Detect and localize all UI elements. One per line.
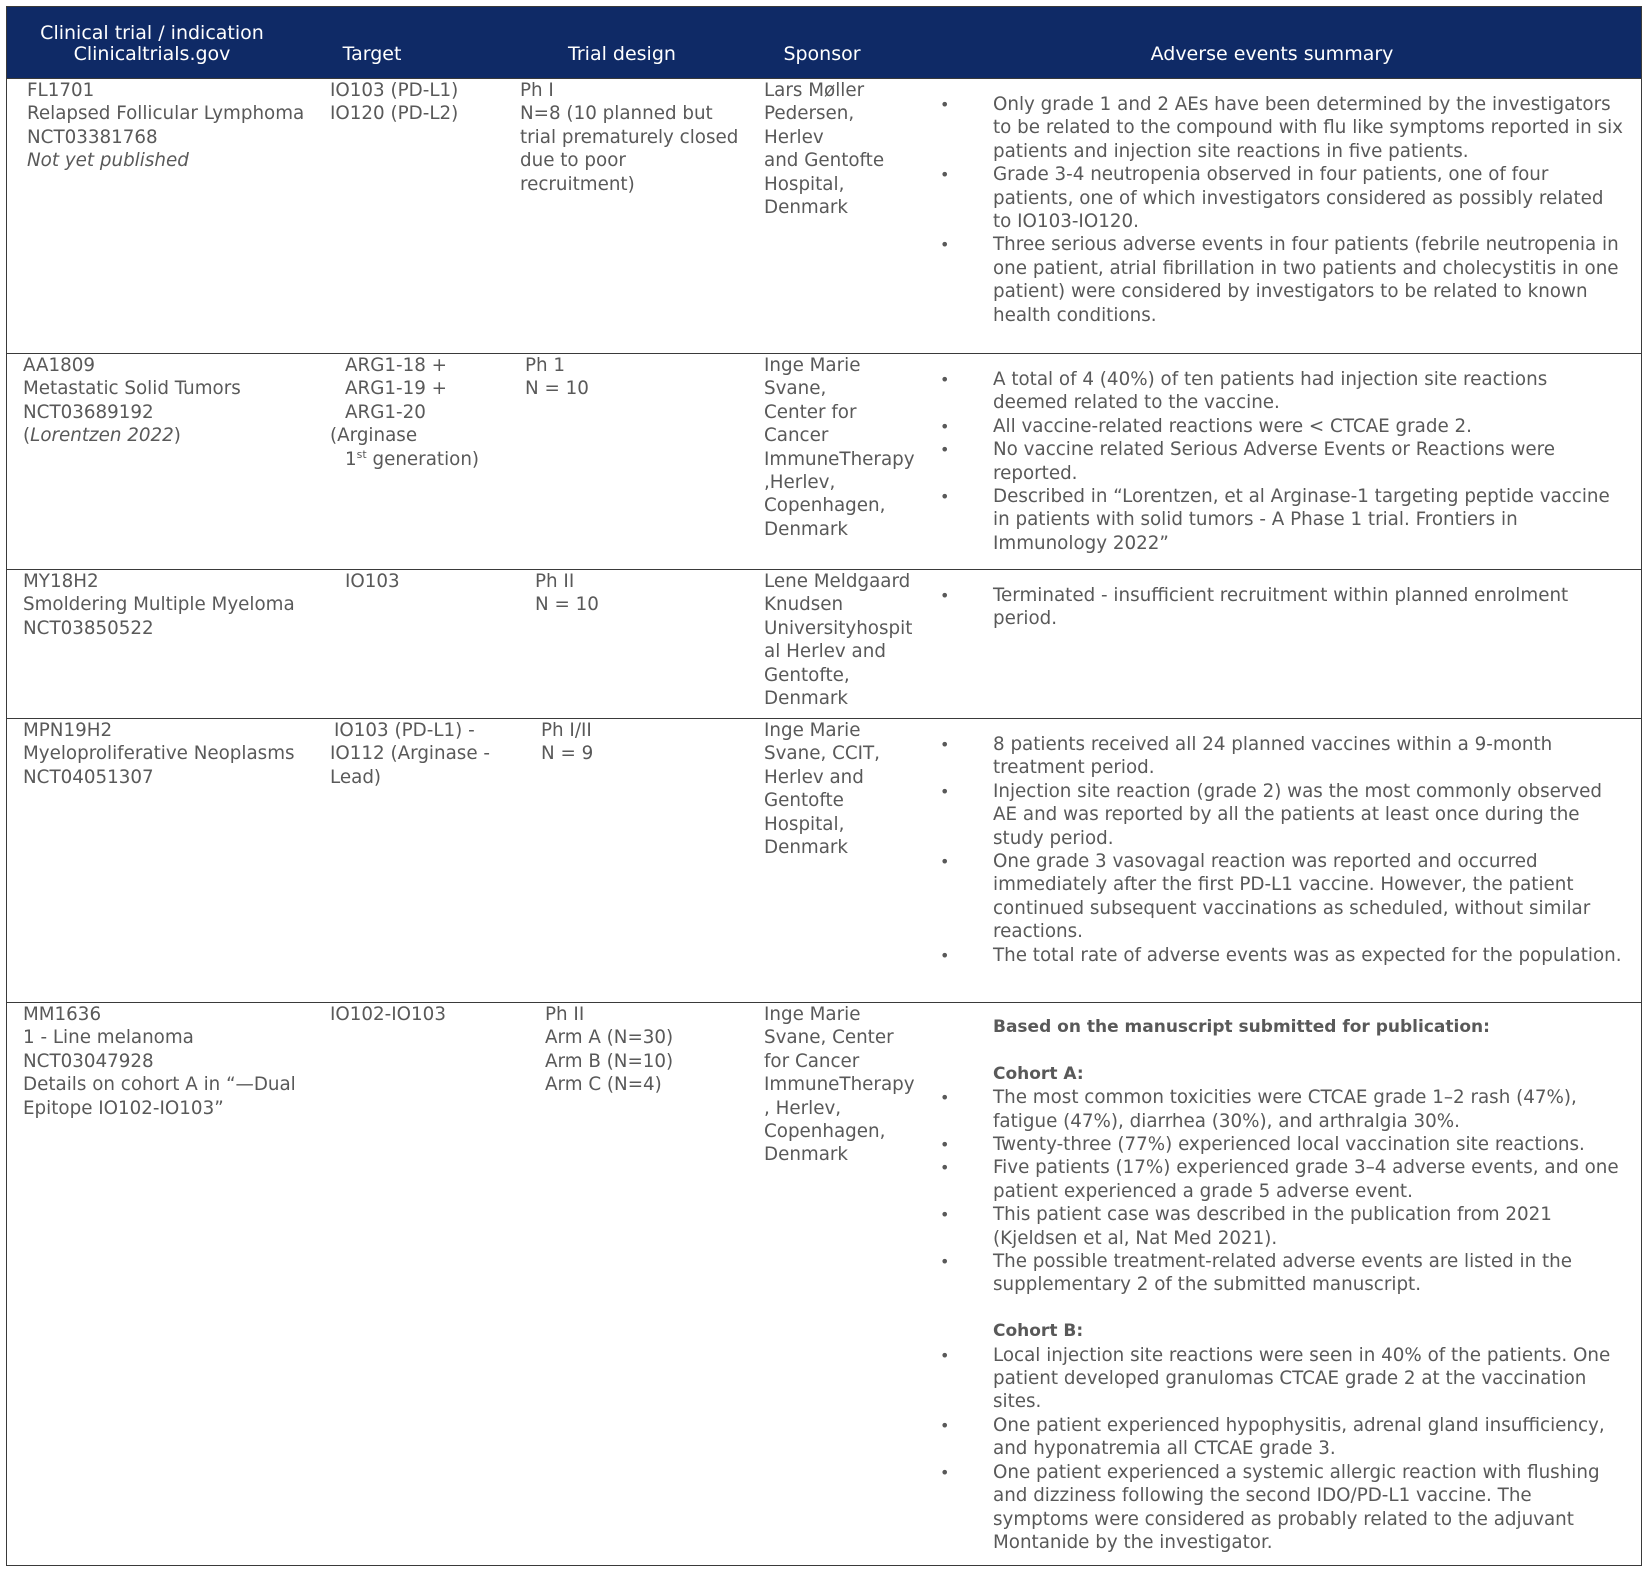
design-line: Arm B (N=10) bbox=[545, 1050, 674, 1072]
sponsor-line: and Gentofte bbox=[764, 150, 885, 172]
sponsor-line: Lars Møller bbox=[764, 80, 865, 101]
trial-indication: Metastatic Solid Tumors bbox=[23, 378, 241, 400]
paren-open: ( bbox=[23, 425, 31, 447]
sponsor-line: Center for bbox=[764, 401, 857, 423]
trial-id: MY18H2 bbox=[23, 571, 99, 592]
paren-close: ) bbox=[173, 425, 181, 447]
ae-item: • The most common toxicities were CTCAE grade 1–2 rash (47%), fatigue (47%), diarrhea (30%), and arthralgia 30%. bbox=[993, 1086, 1623, 1133]
table-row bbox=[7, 718, 1641, 1002]
sponsor-line: Inge Marie bbox=[764, 355, 861, 376]
trial-indication: Myeloproliferative Neoplasms bbox=[23, 743, 295, 765]
trial-nct: NCT03850522 bbox=[23, 617, 154, 639]
ae-list bbox=[993, 733, 1623, 967]
table-row bbox=[7, 1002, 1641, 1565]
target-cell bbox=[330, 354, 479, 471]
sponsor-cell bbox=[764, 570, 912, 710]
trial-indication: Relapsed Follicular Lymphoma bbox=[27, 103, 305, 125]
cohort-b-title: Cohort B: bbox=[993, 1321, 1084, 1342]
sponsor-line: Hospital, bbox=[764, 173, 845, 195]
sponsor-line: Herlev bbox=[764, 126, 824, 148]
design-line: N = 10 bbox=[525, 378, 589, 400]
ae-intro: Based on the manuscript submitted for publication: bbox=[993, 1017, 1490, 1037]
trial-nct: NCT04051307 bbox=[23, 766, 154, 788]
sponsor-line: Svane, CCIT, bbox=[764, 743, 880, 765]
trial-cell bbox=[23, 719, 295, 789]
target-cell bbox=[330, 1003, 446, 1026]
header-trial-line2: Clinicaltrials.gov bbox=[73, 43, 231, 65]
trial-cell bbox=[23, 1003, 296, 1120]
trial-indication: 1 - Line melanoma bbox=[23, 1027, 194, 1049]
ae-item: • Local injection site reactions were seen in 40% of the patients. One patient developed granulomas CTCAE grade 2 at the vaccination sites. bbox=[993, 1344, 1623, 1414]
target-line: IO103 (PD-L1) - bbox=[334, 720, 475, 741]
design-line: Arm C (N=4) bbox=[545, 1074, 662, 1096]
sponsor-line: Hospital, bbox=[764, 813, 845, 835]
trial-cell bbox=[23, 570, 295, 640]
table-header bbox=[7, 7, 1641, 78]
ae-list bbox=[993, 584, 1623, 631]
trials-table bbox=[6, 6, 1642, 1566]
sponsor-line: Inge Marie bbox=[764, 720, 861, 741]
ae-item: • One patient experienced hypophysitis, adrenal gland insufficiency, and hyponatremia all CTCAE grade 3. bbox=[993, 1414, 1623, 1461]
sponsor-line: ImmuneTherapy bbox=[764, 448, 915, 470]
sponsor-line: Pedersen, bbox=[764, 103, 855, 125]
sponsor-line: Svane, Center bbox=[764, 1027, 894, 1049]
ae-item: • Grade 3-4 neutropenia observed in four patients, one of four patients, one of which investigators considered as possibly related to IO103-IO120. bbox=[993, 163, 1623, 233]
target-line: IO102-IO103 bbox=[330, 1004, 446, 1025]
ae-item: • This patient case was described in the publication from 2021 (Kjeldsen et al, Nat Med 2021). bbox=[993, 1203, 1623, 1250]
generation-number: 1 bbox=[345, 448, 357, 470]
sponsor-line: Denmark bbox=[764, 1144, 849, 1166]
design-line: N = 9 bbox=[541, 743, 594, 765]
sponsor-line: Copenhagen, bbox=[764, 1121, 886, 1143]
ae-item: • One grade 3 vasovagal reaction was reported and occurred immediately after the first PD-L1 vaccine. However, the patient continued subsequent vaccinations as scheduled, without similar reactions. bbox=[993, 850, 1623, 944]
target-line: IO103 bbox=[345, 571, 400, 592]
ae-item: • All vaccine-related reactions were < CTCAE grade 2. bbox=[993, 415, 1623, 438]
sponsor-line: Gentofte, bbox=[764, 664, 850, 686]
sponsor-line: , Herlev, bbox=[764, 1097, 842, 1119]
ae-item: • No vaccine related Serious Adverse Events or Reactions were reported. bbox=[993, 438, 1623, 485]
sponsor-line: al Herlev and bbox=[764, 641, 886, 663]
target-line: IO112 (Arginase - bbox=[330, 743, 490, 765]
trial-nct: NCT03381768 bbox=[27, 126, 158, 148]
trial-id: AA1809 bbox=[23, 355, 96, 376]
sponsor-line: Denmark bbox=[764, 688, 849, 710]
ae-item: • Terminated - insufficient recruitment within planned enrolment period. bbox=[993, 584, 1623, 631]
ordinal-suffix: st bbox=[356, 447, 367, 461]
header-target: Target bbox=[342, 43, 402, 65]
sponsor-line: Gentofte bbox=[764, 790, 844, 812]
design-line: Ph 1 bbox=[525, 355, 566, 376]
trial-indication: Smoldering Multiple Myeloma bbox=[23, 594, 295, 616]
trial-details: Epitope IO102-IO103” bbox=[23, 1097, 224, 1119]
trial-cell bbox=[23, 354, 241, 448]
ae-list bbox=[993, 93, 1623, 327]
sponsor-line: ,Herlev, bbox=[764, 472, 836, 494]
ae-item: • Injection site reaction (grade 2) was the most commonly observed AE and was reported by all the patients at least once during the study period. bbox=[993, 780, 1623, 850]
design-cell bbox=[545, 1003, 673, 1097]
sponsor-cell bbox=[764, 719, 880, 859]
table-row bbox=[7, 78, 1641, 353]
sponsor-line: Herlev and bbox=[764, 766, 864, 788]
ae-list-cohort-b bbox=[993, 1344, 1623, 1555]
table-row bbox=[7, 569, 1641, 718]
sponsor-line: Knudsen bbox=[764, 594, 844, 616]
ae-cell bbox=[993, 368, 1623, 555]
ae-item: • One patient experienced a systemic allergic reaction with flushing and dizziness following the second IDO/PD-L1 vaccine. The symptoms were considered as probably related to the adjuvant Montanide by the investigator. bbox=[993, 1461, 1623, 1555]
ae-item: • A total of 4 (40%) of ten patients had injection site reactions deemed related to the vaccine. bbox=[993, 368, 1623, 415]
target-line: (Arginase bbox=[330, 425, 418, 447]
sponsor-line: Denmark bbox=[764, 518, 849, 540]
ae-item: • Three serious adverse events in four patients (febrile neutropenia in one patient, atrial fibrillation in two patients and cholecystitis in one patient) were considered by investigators to be related to known health conditions. bbox=[993, 233, 1623, 327]
sponsor-line: Lene Meldgaard bbox=[764, 571, 911, 592]
design-cell bbox=[535, 570, 599, 617]
header-trial-line1: Clinical trial / indication bbox=[40, 22, 264, 44]
ae-item: • 8 patients received all 24 planned vaccines within a 9-month treatment period. bbox=[993, 733, 1623, 780]
design-line: Ph I/II bbox=[541, 720, 592, 741]
design-line: recruitment) bbox=[520, 173, 635, 195]
design-line: Arm A (N=30) bbox=[545, 1027, 674, 1049]
design-line: Ph II bbox=[545, 1004, 585, 1025]
sponsor-line: Cancer bbox=[764, 425, 829, 447]
table-row bbox=[7, 353, 1641, 569]
design-line: Ph I bbox=[520, 80, 554, 101]
ae-item: • Only grade 1 and 2 AEs have been determined by the investigators to be related to the compound with flu like symptoms reported in six patients and injection site reactions in five patients. bbox=[993, 93, 1623, 163]
design-cell bbox=[520, 79, 738, 196]
generation-text: generation) bbox=[366, 448, 480, 470]
sponsor-line: for Cancer bbox=[764, 1050, 860, 1072]
target-line: ARG1-19 + bbox=[345, 378, 447, 400]
cohort-a-title: Cohort A: bbox=[993, 1063, 1084, 1084]
design-line: trial prematurely closed bbox=[520, 126, 739, 148]
trial-publication: Not yet published bbox=[27, 150, 189, 172]
target-line: ARG1-18 + bbox=[345, 355, 447, 376]
sponsor-line: Svane, bbox=[764, 378, 827, 400]
header-trial bbox=[27, 23, 277, 65]
target-cell bbox=[330, 79, 458, 126]
ae-list-cohort-a bbox=[993, 1086, 1623, 1297]
trial-cell bbox=[27, 79, 304, 173]
target-line: IO103 (PD-L1) bbox=[330, 80, 459, 101]
sponsor-cell bbox=[764, 79, 884, 219]
trial-id: MM1636 bbox=[23, 1004, 102, 1025]
design-line: N = 10 bbox=[535, 594, 599, 616]
ae-item: • Five patients (17%) experienced grade 3–4 adverse events, and one patient experienced a grade 5 adverse event. bbox=[993, 1156, 1623, 1203]
sponsor-line: Denmark bbox=[764, 197, 849, 219]
design-cell bbox=[525, 354, 589, 401]
trial-id: FL1701 bbox=[27, 80, 95, 101]
target-cell bbox=[330, 719, 490, 789]
sponsor-line: Denmark bbox=[764, 837, 849, 859]
design-line: due to poor bbox=[520, 150, 626, 172]
ae-cell bbox=[993, 584, 1623, 631]
trial-nct: NCT03689192 bbox=[23, 401, 154, 423]
header-sponsor: Sponsor bbox=[783, 43, 861, 65]
trial-details: Details on cohort A in “—Dual bbox=[23, 1074, 296, 1096]
target-cell bbox=[345, 570, 400, 593]
target-line bbox=[330, 448, 479, 471]
sponsor-line: Inge Marie bbox=[764, 1004, 861, 1025]
ae-list bbox=[993, 368, 1623, 555]
ae-cell bbox=[993, 733, 1623, 967]
sponsor-cell bbox=[764, 1003, 915, 1167]
design-cell bbox=[541, 719, 593, 766]
target-line: IO120 (PD-L2) bbox=[330, 103, 459, 125]
sponsor-cell bbox=[764, 354, 915, 541]
design-line: Ph II bbox=[535, 571, 575, 592]
trial-nct: NCT03047928 bbox=[23, 1050, 154, 1072]
trial-publication bbox=[23, 424, 241, 447]
ae-item: • The total rate of adverse events was as expected for the population. bbox=[993, 944, 1623, 967]
header-adverse-events: Adverse events summary bbox=[1150, 43, 1394, 65]
ae-item: • Twenty-three (77%) experienced local vaccination site reactions. bbox=[993, 1133, 1623, 1156]
ae-cell bbox=[993, 1016, 1623, 1554]
sponsor-line: Universityhospit bbox=[764, 617, 913, 639]
ae-cell bbox=[993, 93, 1623, 327]
sponsor-line: Copenhagen, bbox=[764, 495, 886, 517]
publication-ref: Lorentzen 2022 bbox=[30, 425, 174, 447]
trial-id: MPN19H2 bbox=[23, 720, 113, 741]
header-trial-design: Trial design bbox=[568, 43, 676, 65]
design-line: N=8 (10 planned but bbox=[520, 103, 713, 125]
ae-item: • Described in “Lorentzen, et al Arginase-1 targeting peptide vaccine in patients with solid tumors - A Phase 1 trial. Frontiers in Immunology 2022” bbox=[993, 485, 1623, 555]
target-line: ARG1-20 bbox=[345, 401, 426, 423]
ae-item: • The possible treatment-related adverse events are listed in the supplementary 2 of the submitted manuscript. bbox=[993, 1250, 1623, 1297]
target-line: Lead) bbox=[330, 766, 382, 788]
sponsor-line: ImmuneTherapy bbox=[764, 1074, 915, 1096]
